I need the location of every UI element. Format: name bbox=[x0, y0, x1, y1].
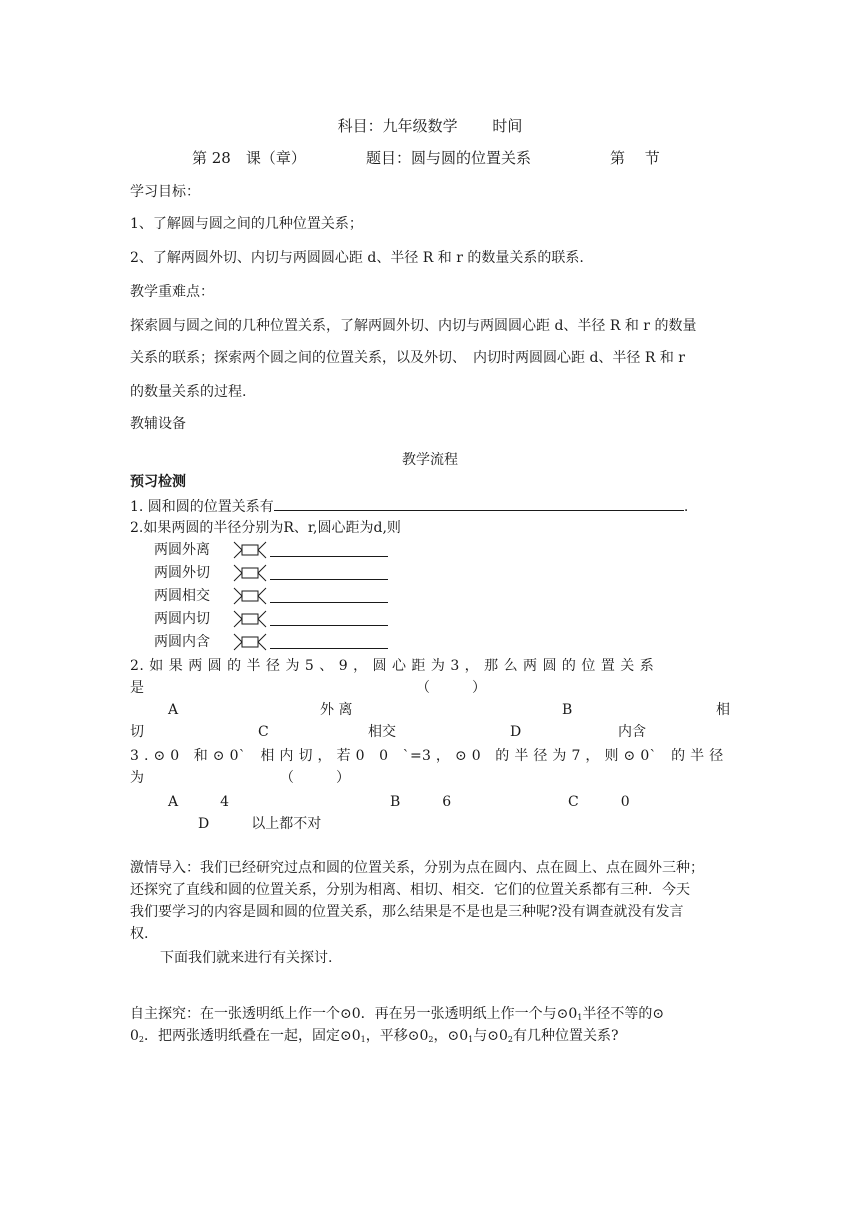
answer-blank bbox=[270, 634, 388, 649]
explore-line-2 bbox=[130, 1026, 618, 1050]
mc2-answer-paren: （ ） bbox=[280, 770, 350, 786]
explore-text: 有几种位置关系? bbox=[512, 1028, 619, 1044]
subscript: 2 bbox=[507, 1035, 513, 1044]
mc1-option-d-text: 内含 bbox=[618, 724, 646, 740]
preview-question-1 bbox=[130, 496, 688, 517]
flow-title: 教学流程 bbox=[402, 452, 458, 468]
intro-line-5: 下面我们就来进行有关探讨. bbox=[160, 950, 333, 966]
subscript: 2 bbox=[138, 1035, 145, 1044]
key-points-line-3: 的数量关系的过程. bbox=[130, 384, 247, 400]
intro-line-2: 还探究了直线和圆的位置关系，分别为相离、相切、相交．它们的位置关系都有三种．今天 bbox=[130, 882, 690, 898]
mc2-option-b: B 6 bbox=[390, 794, 452, 810]
relation-label: 两圆相交 bbox=[154, 588, 210, 604]
answer-blank bbox=[270, 542, 388, 557]
mc1-answer-paren: （ ） bbox=[416, 680, 486, 696]
mc2-stem: 3 . ⊙ 0 和 ⊙ 0` 相 内 切 ， 若 0 0 `=3 ， ⊙ 0 的 半 径 为 7 ， 则 ⊙ 0` 的 半 径 bbox=[130, 748, 724, 764]
intro-line-4: 权. bbox=[130, 926, 149, 942]
lesson-topic: 题目：圆与圆的位置关系 bbox=[366, 149, 532, 167]
answer-blank bbox=[274, 496, 684, 511]
explore-text: ，平移⊙0 bbox=[365, 1028, 429, 1044]
goal-item-2: 2、了解两圆外切、内切与两圆圆心距 d、半径 R 和 r 的数量关系的联系. bbox=[130, 250, 584, 266]
mc2-option-a: A 4 bbox=[168, 794, 230, 810]
explore-text: 自主探究：在一张透明纸上作一个⊙0．再在另一张透明纸上作一个与⊙0 bbox=[130, 1006, 578, 1022]
answer-blank bbox=[270, 588, 388, 603]
mc2-stem-end: 为 bbox=[130, 770, 144, 786]
mc1-option-b-text: 相 bbox=[716, 702, 730, 718]
explore-line-1 bbox=[130, 1004, 664, 1028]
relation-label: 两圆内含 bbox=[154, 634, 210, 650]
key-points-line-1: 探索圆与圆之间的几种位置关系，了解两圆外切、内切与两圆圆心距 d、半径 R 和 r 的数量 bbox=[130, 318, 697, 334]
preview-heading: 预习检测 bbox=[130, 474, 186, 490]
lesson-section: 第 节 bbox=[610, 149, 660, 167]
answer-blank bbox=[270, 611, 388, 626]
explore-text: ．把两张透明纸叠在一起，固定⊙0 bbox=[144, 1028, 361, 1044]
subscript: 1 bbox=[360, 1035, 366, 1044]
explore-text: 0 bbox=[130, 1028, 139, 1044]
explore-text: 与⊙0 bbox=[473, 1028, 508, 1044]
key-points-line-2: 关系的联系；探索两个圆之间的位置关系，以及外切、 内切时两圆圆心距 d、半径 R 和 r bbox=[130, 350, 685, 366]
subscript: 2 bbox=[428, 1035, 434, 1044]
preview-question-1-end: . bbox=[683, 499, 689, 515]
intro-line-1: 激情导入：我们已经研究过点和圆的位置关系，分别为点在圆内、点在圆上、点在圆外三种； bbox=[130, 860, 704, 876]
mc1-option-c-label: C bbox=[258, 724, 269, 740]
intro-line-3: 我们要学习的内容是圆和圆的位置关系，那么结果是不是也是三种呢?没有调查就没有发言 bbox=[130, 904, 684, 920]
relation-label: 两圆外切 bbox=[154, 565, 210, 581]
lesson-number: 第 28 课（章） bbox=[192, 149, 306, 167]
mc1-option-a-text: 外 离 bbox=[320, 702, 353, 718]
explore-text: ，⊙0 bbox=[433, 1028, 469, 1044]
goal-item-1: 1、了解圆与圆之间的几种位置关系； bbox=[130, 216, 363, 232]
goals-heading: 学习目标： bbox=[130, 184, 200, 200]
mc2-option-c: C 0 bbox=[568, 794, 630, 810]
subject-line: 科目：九年级数学 时间 bbox=[337, 117, 523, 135]
answer-blank bbox=[270, 565, 388, 580]
mc2-option-d: D 以上都不对 bbox=[198, 816, 322, 832]
equivalence-arrows-graphic bbox=[232, 538, 268, 654]
relation-label: 两圆外离 bbox=[154, 542, 210, 558]
mc1-option-b-text-cont: 切 bbox=[130, 724, 144, 740]
subscript: 1 bbox=[577, 1013, 583, 1022]
mc1-option-d-label: D bbox=[510, 724, 522, 740]
relation-label: 两圆内切 bbox=[154, 611, 210, 627]
mc1-option-a-label: A bbox=[168, 702, 179, 718]
mc1-option-b-label: B bbox=[562, 702, 573, 718]
mc1-option-c-text: 相交 bbox=[368, 724, 396, 740]
mc1-stem-end: 是 bbox=[130, 680, 144, 696]
explore-text: 半径不等的⊙ bbox=[582, 1006, 665, 1022]
equipment-label: 教辅设备 bbox=[130, 416, 186, 432]
mc1-stem: 2. 如 果 两 圆 的 半 径 为 5 、 9 ， 圆 心 距 为 3 ， 那 么 两 圆 的 位 置 关 系 bbox=[130, 658, 655, 674]
key-points-heading: 教学重难点： bbox=[130, 284, 214, 300]
preview-question-2: 2.如果两圆的半径分别为R、r,圆心距为d,则 bbox=[130, 520, 401, 536]
preview-question-1-text: 1. 圆和圆的位置关系有 bbox=[130, 499, 274, 515]
subscript: 1 bbox=[468, 1035, 474, 1044]
